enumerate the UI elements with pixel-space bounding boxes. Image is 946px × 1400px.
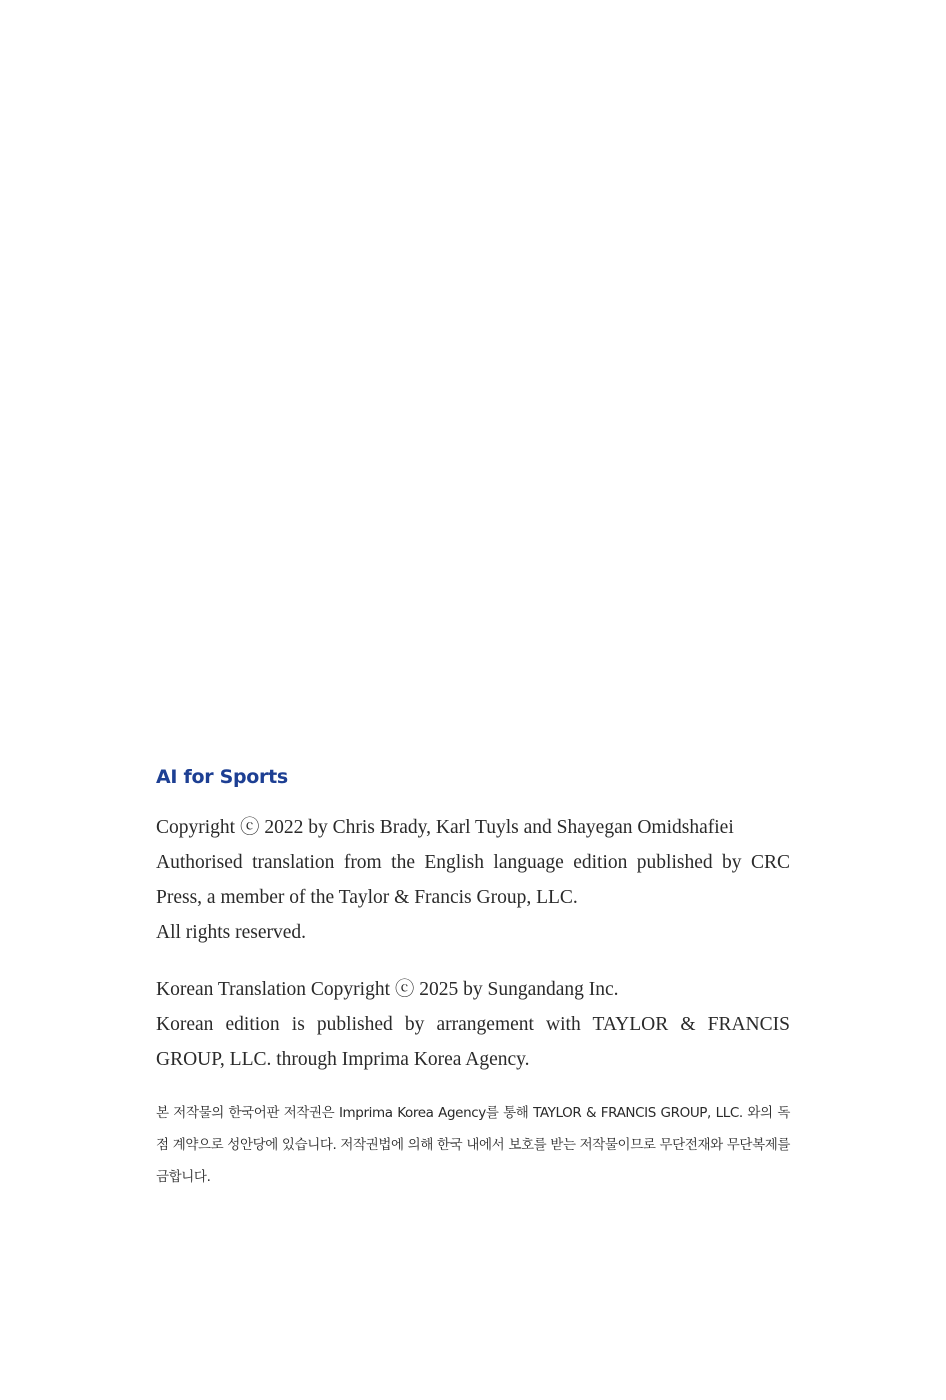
- korean-rights-notice: 본 저작물의 한국어판 저작권은 Imprima Korea Agency를 통해 TAYLOR & FRANCIS GROUP, LLC. 와의 독점 계약으로 성안당에 있습니다. 저작권법에 의해 한국 내에서 보호를 받는 저작물이므로 무단전재와 무단복제를 금합니다.: [156, 1105, 790, 1185]
- copyright-line: Copyright ⓒ 2022 by Chris Brady, Karl Tuyls and Shayegan Omidshafiei: [156, 817, 734, 838]
- copyright-page: [156, 762, 790, 1193]
- book-title: AI for Sports: [156, 766, 288, 788]
- all-rights-reserved-line: All rights reserved.: [156, 922, 307, 943]
- korean-translation-copyright-line: Korean Translation Copyright ⓒ 2025 by Sungandang Inc.: [156, 979, 619, 1000]
- korean-copyright-notice: [156, 972, 790, 1077]
- korean-edition-arrangement-line: Korean edition is published by arrangement with TAYLOR & FRANCIS GROUP, LLC. through Imprima Korea Agency.: [156, 1014, 790, 1070]
- original-copyright-notice: [156, 810, 790, 950]
- translation-rights-line: Authorised translation from the English language edition published by CRC Press, a member of the Taylor & Francis Group, LLC.: [156, 852, 790, 908]
